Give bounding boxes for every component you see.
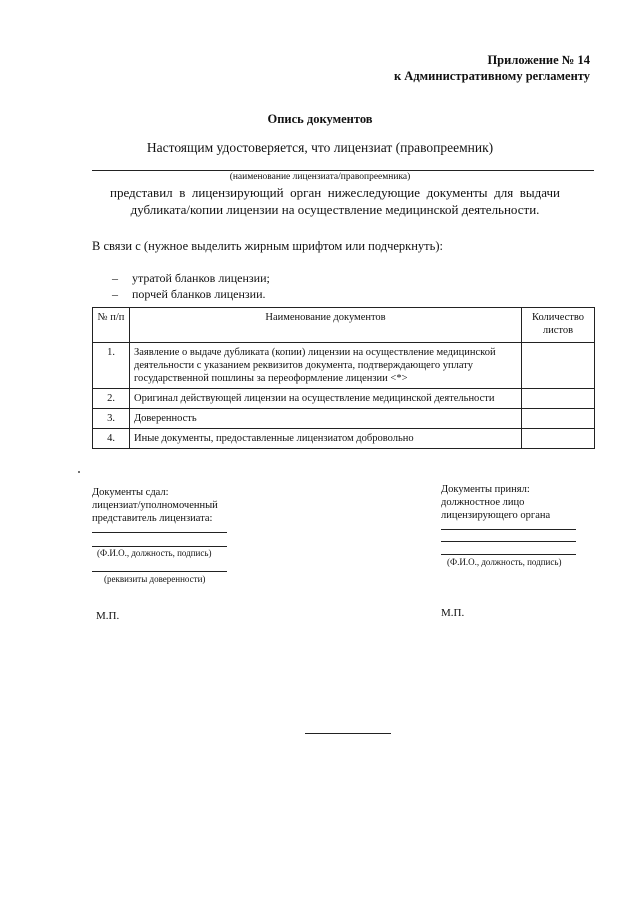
handed-over-block	[92, 486, 218, 525]
row-qty	[522, 343, 595, 389]
document-title: Опись документов	[267, 112, 373, 126]
licensee-name-caption: (наименование лицензиата/правопреемника)	[229, 172, 411, 182]
row-qty	[522, 409, 595, 429]
appendix-reference: к Административному регламенту	[393, 69, 590, 83]
header-qty: Количество листов	[522, 308, 595, 343]
appendix-header	[394, 52, 590, 84]
accepted-label: Документы принял:	[441, 484, 530, 495]
header-num: № п/п	[93, 308, 130, 343]
row-qty	[522, 389, 595, 409]
proxy-details-line	[92, 571, 227, 572]
handed-over-fio-caption: (Ф.И.О., должность, подпись)	[97, 548, 212, 558]
certify-text: Настоящим удостоверяется, что лицензиат (правопреемник)	[146, 140, 494, 155]
accepted-fio-line	[441, 554, 576, 555]
row-num: 3.	[93, 409, 130, 429]
row-num: 2.	[93, 389, 130, 409]
row-num: 1.	[93, 343, 130, 389]
accepted-extra-line	[441, 541, 576, 542]
accepted-role-2: лицензирующего органа	[441, 510, 551, 521]
row-name: Заявление о выдаче дубликата (копии) лицензии на осуществление медицинской деятельности с указанием реквизитов документа, подтверждающего уплату государственной пошлины за переоформление лицензии <*>	[130, 343, 522, 389]
reason-list	[112, 270, 270, 302]
handed-over-sign-line	[92, 532, 227, 533]
reason-item-damaged: – порчей бланков лицензии.	[112, 286, 270, 302]
table-row	[93, 343, 595, 389]
proxy-details-caption: (реквизиты доверенности)	[104, 574, 206, 584]
accepted-fio-caption: (Ф.И.О., должность, подпись)	[447, 557, 562, 567]
table-row	[93, 429, 595, 449]
accepted-block	[441, 483, 550, 522]
footnote-rule	[305, 733, 391, 734]
row-name: Иные документы, предоставленные лицензиатом добровольно	[130, 429, 522, 449]
table-header-row	[93, 308, 595, 343]
handed-over-role: лицензиат/уполномоченный	[92, 500, 218, 511]
row-name: Оригинал действующей лицензии на осуществление медицинской деятельности	[130, 389, 522, 409]
reason-item-lost: – утратой бланков лицензии;	[112, 270, 270, 286]
row-name: Доверенность	[130, 409, 522, 429]
documents-table	[92, 307, 595, 449]
handed-over-stamp: М.П.	[96, 610, 120, 622]
presented-text: представил в лицензирующий орган нижеследующие документы для выдачи дубликата/копии лицензии на осуществление медицинской деятельности.	[110, 185, 560, 217]
table-row	[93, 409, 595, 429]
licensee-name-line	[92, 170, 594, 171]
handed-over-label: Документы сдал:	[92, 487, 169, 498]
table-row	[93, 389, 595, 409]
row-qty	[522, 429, 595, 449]
handed-over-role-2: представитель лицензиата:	[92, 513, 213, 524]
accepted-role: должностное лицо	[441, 497, 525, 508]
row-num: 4.	[93, 429, 130, 449]
accepted-stamp: М.П.	[441, 607, 465, 619]
handed-over-fio-line	[92, 546, 227, 547]
header-name: Наименование документов	[130, 308, 522, 343]
appendix-number: Приложение № 14	[487, 53, 590, 67]
scan-dot	[78, 471, 80, 473]
accepted-sign-line	[441, 529, 576, 530]
reason-intro: В связи с (нужное выделить жирным шрифтом или подчеркнуть):	[92, 239, 443, 253]
